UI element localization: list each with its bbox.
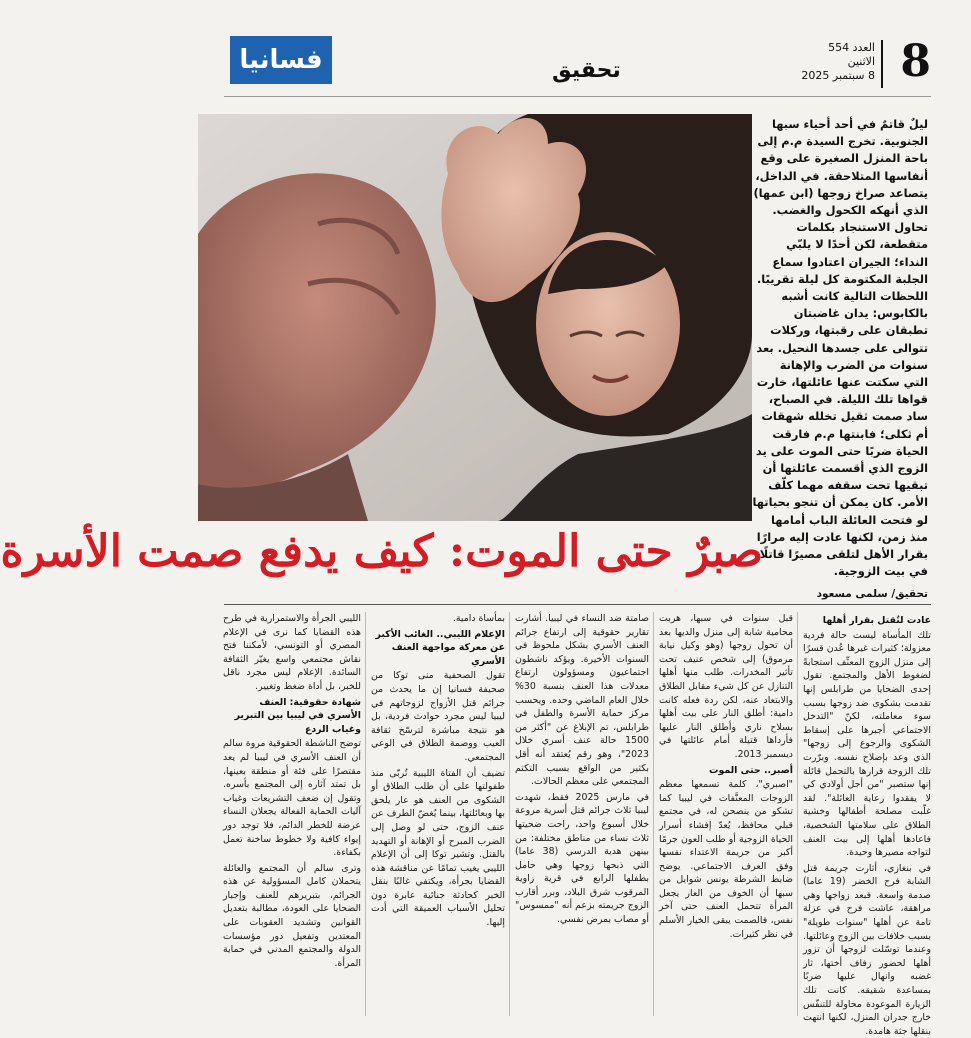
logo-text: فسانيا <box>239 45 323 75</box>
header-rule <box>224 96 931 97</box>
column-divider <box>797 612 798 1016</box>
column-divider <box>509 612 510 1016</box>
domestic-violence-photo <box>198 114 752 521</box>
subheading: الإعلام الليبي.. الغائب الأكبر عن معركة مواجهة العنف الأسري <box>375 628 505 667</box>
issue-label: العدد 554 <box>828 41 875 54</box>
paragraph: "اصبري"، كلمة تسمعها معظم الزوجات المعنَّفات في ليبيا كما تشكو من ينصحن له، في مجتمع قبلي محافظ، يُعدّ إفشاء أسرار الحياة الزوجية أو طلب العون جرمًا أكبر من جريمة الاعتداء نفسها وفق العرف الاجتماعي. يوضح ضابط الشرطة يونس شوايل من سبها أن الخوف من العار يجعل المرأة تتحمل العنف حتى آخر نفس، فالصمت يبقى الخيار الأسلم في نظر كثيرات. <box>659 779 793 940</box>
paragraph: صامتة ضد النساء في ليبيا. أشارت تقارير حقوقية إلى ارتفاع جرائم العنف الأسري بشكل ملحوظ في السنوات الأخيرة. ويؤكد ناشطون اجتماعيون ومسؤولون ارتفاع معدلات هذا العنف بنسبة 30% خلال العام الماضي وحده. ويحسب مركز حماية الأسرة والطفل في طرابلس، تم الإبلاغ عن "أكثر من 1500 حالة عنف أسري خلال 2023"، وهو رقم يُعتقد أنه أقل بكثير من الواقع بسبب التكتم المجتمعي على معظم الحالات. <box>515 613 649 788</box>
page-header <box>184 0 971 110</box>
header-divider <box>881 40 883 88</box>
article-column-2 <box>659 612 793 1020</box>
paragraph: في بنغازي، أثارت جريمة قتل الشابة فرح الخضر (19 عاما) صدمة واسعة. فبعد زواجها وهي مراهقة، عاشت فرح في عزلة تامة عن أهلها "سنوات طويلة" بسبب خلافات بين الزوج وعائلتها. وعندما توسّلت لزوجها أن تزور أهلها لحضور زفاف أختها، ثار غضبه وانهال عليها ضربًا بمساعدة شقيقه. كانت تلك الزيارة الموعودة محاولة للتنفّس خارج جدران المنزل، لكنها انتهت بنقلها جثة هامدة. <box>803 862 932 1037</box>
byline: تحقيق/ سلمى مسعود <box>816 588 928 600</box>
article-intro: ليلٌ قاتمٌ في أحد أحياء سبها الجنوبية. تخرج السيدة م.م إلى باحة المنزل الصغيرة على وقع أنفاسها المتلاحقة. في الداخل، يتصاعد صراخ زوجها (ابن عمها) الذي أنهكه الكحول والغضب. تحاول الاستنجاد بكلمات متقطعة، لكن أحدًا لا يلبّي النداء؛ الجيران اعتادوا سماع الجلبة المكتومة كل ليلة تقريبًا. اللحظات التالية كانت أشبه بالكابوس: يدان غاضبتان تطبقان على رقبتها، وركلات تتوالى على جسدها النحيل. بعد سنوات من الضرب والإهانة التي سكتت عنها عائلتها، خارت قواها تلك الليلة. في الصباح، ساد صمت ثقيل تخلله شهقات أم ثكلى؛ فابنتها م.م فارقت الحياة ضربًا حتى الموت على يد الزوج الذي أقسمت عائلتها أن تبقيها تحت سقفه مهما كلّف الأمر. كان يمكن أن تنجو بحياتها لو فتحت العائلة الباب أمامها منذ زمن، لكنها عادت إليه مرارًا بقرار الأهل لتلقى مصيرًا قاتلًا في بيت الزوجية. <box>752 117 928 579</box>
paragraph: الليبي الجرأة والاستمرارية في طرح هذه القضايا كما نرى في الإعلام المصري أو التونسي، لأمكننا فتح نقاش مجتمعي واسع يغيّر الثقافة السائدة. الإعلام ليس مجرد ناقل للخبر، بل أداة ضغط وتغيير. <box>223 613 361 692</box>
article-headline <box>0 522 763 586</box>
subheading: أصبر.. حتى الموت <box>709 764 793 776</box>
paragraph: بمأساة دامية. <box>452 613 505 624</box>
subheading: شهادة حقوقية: العنف الأسري في ليبيا بين التبرير وغياب الردع <box>234 696 361 735</box>
paragraph: وترى سالم أن المجتمع والعائلة يتحملان كامل المسؤولية عن هذه الجرائم، بتبريرهم للعنف وإجبار الضحايا على العودة، مطالبة بتعديل القوانين وتشديد العقوبات على المعتدين وتفعيل دور مؤسسات الدولة والمجتمع المدني في حماية المرأة. <box>223 862 361 969</box>
headline-text: صبرٌ حتى الموت: كيف يدفع صمت الأسرة <box>0 526 763 577</box>
article-column-1 <box>803 612 932 1037</box>
issue-date: 8 سبتمبر 2025 <box>801 69 875 82</box>
article-column-4 <box>371 612 505 1020</box>
paragraph: توضح الناشطة الحقوقية مروة سالم أن العنف الأسري في ليبيا لم يعد مقتصرًا على فئة أو منطقة بعينها، بل تمتد آثاره إلى المجتمع بأسره. وتقول إن ضعف التشريعات وغياب آليات الحماية الفعالة يجعلان النساء عرضة للخطر الدائم، فلا توجد دور إيواء كافية ولا خطوط ساخنة تعمل بكفاءة. <box>223 738 361 859</box>
subheading: عادت لتُقتل بقرار أهلها <box>822 615 931 626</box>
byline-rule <box>224 604 931 605</box>
column-divider <box>653 612 654 1016</box>
article-column-3 <box>515 612 649 1020</box>
article-column-5 <box>223 612 361 1020</box>
paragraph: قبل سنوات في سبها، هربت محامية شابة إلى منزل والديها بعد أن تحول زوجها (وهو وكيل نيابة مرموق) إلى شخص عنيف تحت تأثير المخدرات. طلب منها أهلها التنازل عن كل شيء مقابل الطلاق والابتعاد عنه، لكن ردة فعله كانت دامية: أطلق النار على بيت أهلها بسلاح ناري وأطلق النار عليها فأرداها قتيلة أمام عائلتها في ديسمبر 2013. <box>659 613 793 760</box>
issue-info <box>801 41 875 83</box>
section-title: تحقيق <box>552 58 621 83</box>
paragraph: تلك المأساة ليست حالة فردية معزولة؛ كثيرات غيرها عُدن قسرًا إلى منزل الزوج المعنِّف استجابةً لضغوط الأهل والمجتمع. تقول إحدى الضحايا من طرابلس إنها تقدمت بشكوى ضد زوجها بسبب سوء معاملته، لكنّ "التدخل الاجتماعي أجبرها على إسقاط الشكوى والرجوع إلى زوجها" الذي وعد بإصلاح نفسه. وبرّرت تلك الزوجة قرارها بالتحمل قائلة إنها ستصبر "من أجل أولادي كي لا يفقدوا رعاية العائلة". لقد غلّبت مصلحة أطفالها وخشية الطلاق على سلامتها الشخصية، فاعادها أهلها إلى بيت العنف لتواجه مصيرها وحيدة. <box>803 629 931 859</box>
issue-day: الاثنين <box>847 55 875 68</box>
page-number: 8 <box>900 36 931 87</box>
paragraph: تقول الصحفية منى توكا من صحيفة فسانيا إن ما يحدث من جرائم قتل الأزواج لزوجاتهم في ليبيا ليس مجرد حوادث فردية، بل هو نتيجة مباشرة لترسّخ ثقافة العيب ووصمة الطلاق في الوعي المجتمعي. <box>371 670 505 763</box>
paragraph: في مارس 2025 فقط، شهدت ليبيا ثلاث جرائم قتل أسرية مروعة خلال أسبوع واحد، راحت ضحيتها ثلاث نساء من مناطق مختلفة: من بينهن هدية الدرسي (38 عاما) التي ذبحها زوجها وهي حامل بطفلها الرابع في قرية زاوية المرقوب شرق البلاد، وبرر أقارب الزوج جريمته بزعم أنه "ممسوس" أو مصاب بمرض نفسي. <box>515 791 649 926</box>
column-divider <box>365 612 366 1016</box>
newspaper-logo <box>230 36 332 84</box>
article-photo <box>198 114 752 521</box>
paragraph: تضيف أن الفتاة الليبية تُربّى منذ طفولتها على أن طلب الطلاق أو الشكوى من العنف هو عار يلحق بها وبعائلتها، بينما يُغضّ الطرف عن عنف الزوج، حتى لو وصل إلى الضرب المبرح أو الإهانة أو التهديد بالقتل. وتشير توكا إلى أن الإعلام الليبي يغيب تمامًا عن مناقشة هذه القضايا بجرأة، ويكتفي غالبًا بنقل الخبر كحادثة جنائية عابرة دون تحليل الأسباب العميقة التي أدت إليها. <box>371 767 505 929</box>
